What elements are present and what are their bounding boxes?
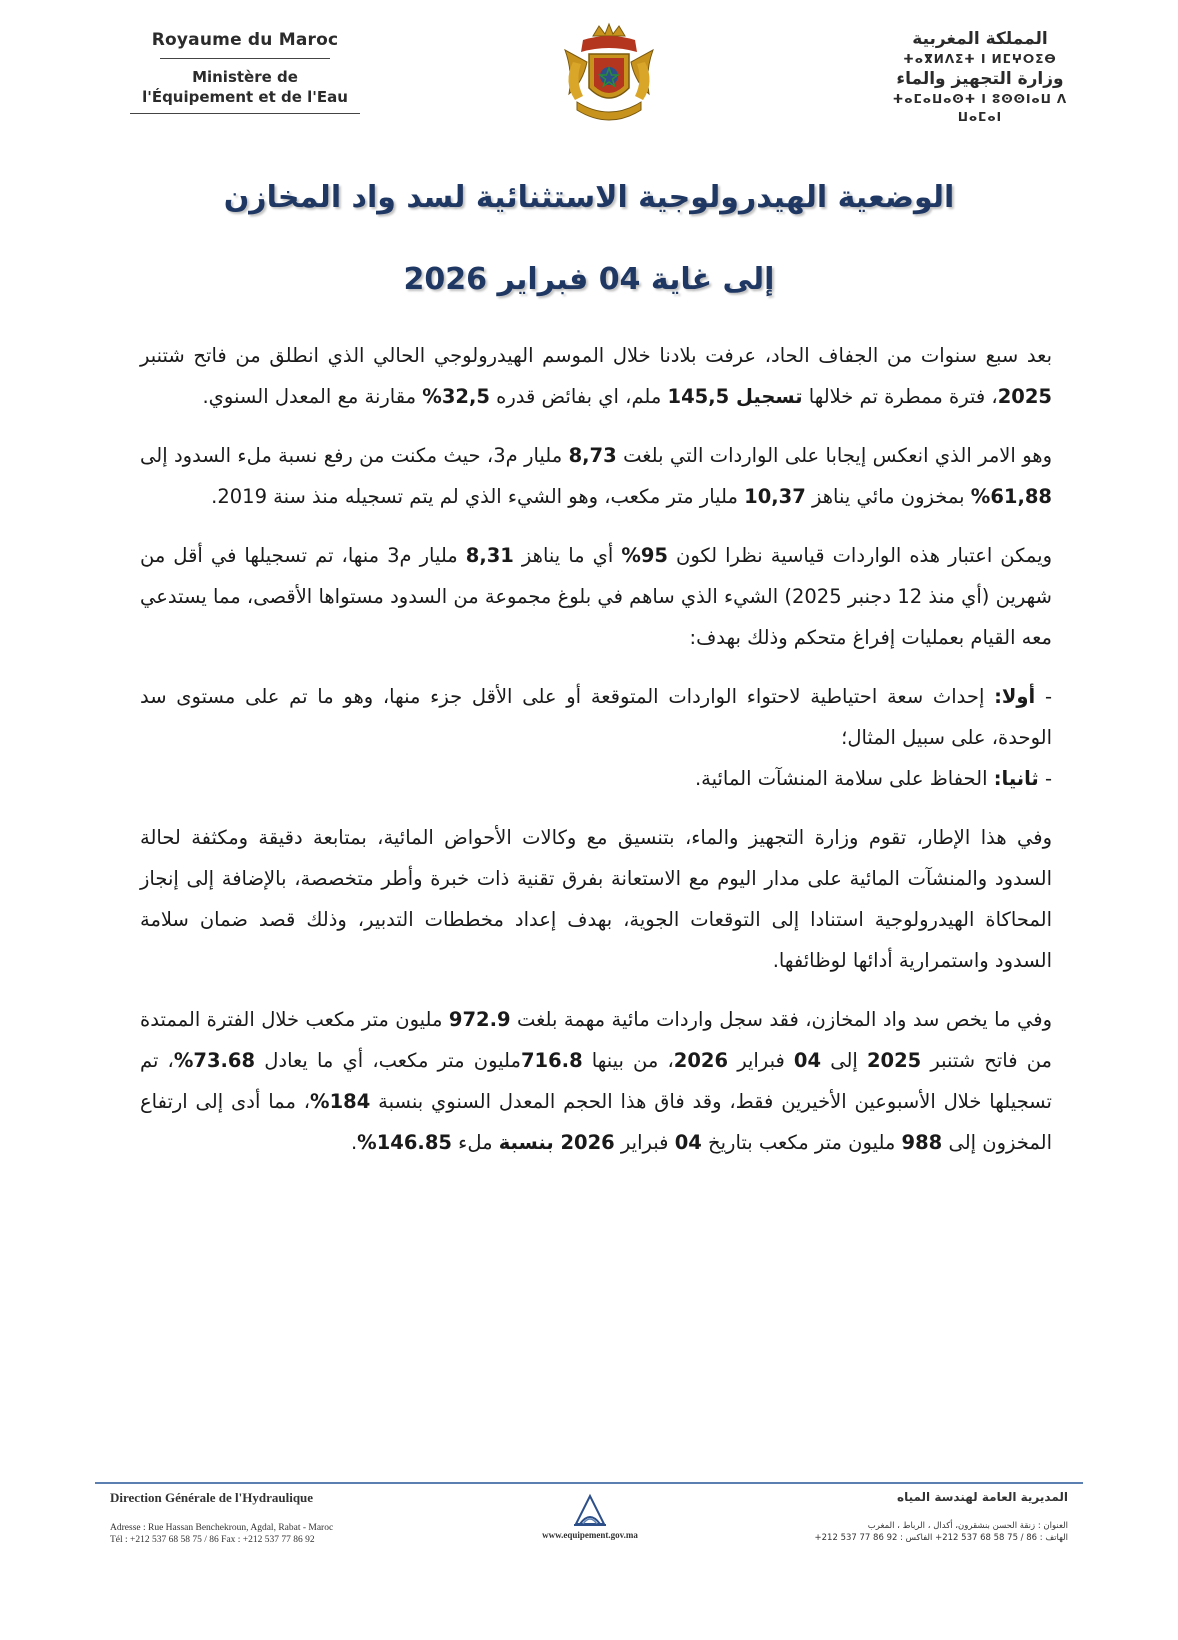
text-run: . xyxy=(350,1131,358,1154)
emphasized-value: 2026 بنسبة xyxy=(498,1131,615,1154)
bullet-dash: - xyxy=(1038,767,1052,790)
emphasized-value: 2025 xyxy=(866,1049,922,1072)
text-run: وهو الامر الذي انعكس إيجابا على الواردات التي بلغت xyxy=(616,444,1052,467)
footer-direction-fr: Direction Générale de l'Hydraulique xyxy=(110,1490,314,1505)
paragraph xyxy=(140,817,1052,981)
emphasized-value: 2025 xyxy=(997,385,1052,408)
paragraph xyxy=(140,999,1052,1163)
emphasized-value: 716.8 xyxy=(520,1049,583,1072)
emphasized-value: 146.85% xyxy=(357,1131,452,1154)
footer-website-link[interactable]: www.equipement.gov.ma xyxy=(542,1530,638,1540)
text-run: وفي هذا الإطار، تقوم وزارة التجهيز والماء، بتنسيق مع وكالات الأحواض المائية، بمتابعة دقيقة ومكثفة لحالة السدود والمنشآت المائية على مدار اليوم مع الاستعانة بفرق تقنية ذات خبرة وأطر متخصصة، بالإضافة إلى إنجاز المحاكاة الهيدرولوجية استنادا إلى التوقعات الجوية، بهدف إعداد مخططات التدبير، وذلك قصد ضمان سلامة السدود واستمرارية أدائها لوظائفها. xyxy=(140,826,1052,972)
text-run: مقارنة مع المعدل السنوي. xyxy=(202,385,423,408)
ministry-logo-icon xyxy=(572,1492,608,1528)
footer-address-fr: Adresse : Rue Hassan Benchekroun, Agdal, Rabat - Maroc xyxy=(110,1523,334,1533)
bullet-list xyxy=(140,676,1052,799)
text-run: مليار م3 منها، تم تسجيلها في أقل من شهرين (أي منذ 12 دجنبر 2025) الشيء الذي ساهم في بلوغ مجموعة من السدود مستواها الأقصى، مما يستدعي معه القيام بعمليات إفراغ متحكم وذلك بهدف: xyxy=(140,544,1052,649)
bullet-item xyxy=(140,676,1052,758)
ministry-label-fr-line1: Ministère de xyxy=(192,68,298,86)
emphasized-value: تسجيل 145,5 xyxy=(667,385,803,408)
text-run: ملء xyxy=(451,1131,499,1154)
text-run: ، من بينها xyxy=(582,1049,674,1072)
emphasized-value: 73.68% xyxy=(173,1049,256,1072)
document-title-line2: إلى غاية 04 فبراير 2026 xyxy=(403,262,775,297)
text-run: بعد سبع سنوات من الجفاف الحاد، عرفت بلادنا خلال الموسم الهيدرولوجي الحالي الذي انطلق من فاتح شتنبر xyxy=(140,344,1052,367)
text-run: مليار متر مكعب، وهو الشيء الذي لم يتم تسجيله منذ سنة 2019. xyxy=(211,485,745,508)
footer-divider xyxy=(95,1482,1083,1484)
kingdom-label-ar: المملكة المغربية xyxy=(912,29,1048,49)
text-run: فبراير xyxy=(614,1131,675,1154)
emphasized-value: 2026 xyxy=(673,1049,729,1072)
footer-direction-ar: المديرية العامة لهندسة المياه xyxy=(897,1490,1068,1504)
text-run: ملم، اي بفائض قدره xyxy=(489,385,668,408)
text-run: مليون متر مكعب بتاريخ xyxy=(701,1131,902,1154)
footer-left xyxy=(110,1490,490,1546)
text-run: ، تم تسجيلها خلال الأسبوعين الأخيرين فقط، وقد فاق هذا الحجم المعدل السنوي بنسبة xyxy=(140,1049,1052,1113)
emphasized-value: 10,37 xyxy=(744,485,806,508)
kingdom-label-fr: Royaume du Maroc xyxy=(151,30,339,50)
document-body xyxy=(140,335,1052,1181)
text-run: مليون متر مكعب، أي ما يعادل xyxy=(255,1049,521,1072)
text-run: مليار م3، حيث مكنت من رفع نسبة ملء السدود إلى xyxy=(140,444,569,467)
emphasized-value: 32,5% xyxy=(422,385,490,408)
bullet-item xyxy=(140,758,1052,799)
text-run: وفي ما يخص سد واد المخازن، فقد سجل واردات مائية مهمة بلغت xyxy=(510,1008,1052,1031)
text-run: ، مما أدى إلى ارتفاع المخزون إلى xyxy=(140,1090,1052,1154)
emphasized-value: 04 xyxy=(674,1131,702,1154)
document-title-line1: الوضعية الهيدرولوجية الاستثنائية لسد واد المخازن xyxy=(223,180,955,215)
text-run: فبراير xyxy=(728,1049,794,1072)
text-run: بمخزون مائي يناهز xyxy=(805,485,971,508)
paragraph xyxy=(140,535,1052,658)
bullet-text: الحفاظ على سلامة المنشآت المائية. xyxy=(694,767,994,790)
text-run: ويمكن اعتبار هذه الواردات قياسية نظرا لكون xyxy=(668,544,1052,567)
ministry-label-fr-line2: l'Équipement et de l'Eau xyxy=(142,88,348,106)
ministry-label-ar: وزارة التجهيز والماء xyxy=(896,69,1064,89)
emphasized-value: 04 xyxy=(793,1049,822,1072)
coat-of-arms-icon xyxy=(553,22,665,134)
emphasized-value: 988 xyxy=(901,1131,943,1154)
header-divider xyxy=(130,113,360,114)
footer-phone-ar: الهاتف : 86 / 75 58 68 537 212+ الفاكس : 92 86 77 537 212+ xyxy=(814,1533,1068,1543)
footer-phone-fr: Tél : +212 537 68 58 75 / 86 Fax : +212 537 77 86 92 xyxy=(110,1535,315,1545)
footer-address-ar: العنوان : زنقة الحسن بنشقرون، أكدال ، الرباط ، المغرب xyxy=(867,1521,1068,1531)
kingdom-label-tifinagh: ⵜⴰⴳⵍⴷⵉⵜ ⵏ ⵍⵎⵖⵔⵉⴱ xyxy=(903,52,1057,66)
paragraph xyxy=(140,335,1052,417)
ministry-label-tifinagh: ⵜⴰⵎⴰⵡⴰⵙⵜ ⵏ ⵓⵙⵙⵏⴰⵡ ⴷ ⵡⴰⵎⴰⵏ xyxy=(892,92,1068,124)
bullet-lead: ثانيا: xyxy=(993,767,1039,790)
bullet-lead: أولا: xyxy=(994,685,1036,708)
paragraph xyxy=(140,435,1052,517)
bullet-text: إحداث سعة احتياطية لاحتواء الواردات المتوقعة أو على الأقل جزء منها، وهو ما تم على مستوى سد الوحدة، على سبيل المثال؛ xyxy=(140,685,1052,749)
emphasized-value: 972.9 xyxy=(448,1008,511,1031)
text-run: مليون متر مكعب خلال الفترة الممتدة من فاتح شتنبر xyxy=(140,1008,1052,1072)
emphasized-value: 8,73 xyxy=(568,444,617,467)
emphasized-value: 95% xyxy=(621,544,668,567)
header-divider xyxy=(160,58,330,59)
text-run: ، فترة ممطرة تم خلالها xyxy=(802,385,998,408)
text-run: أي ما يناهز xyxy=(513,544,622,567)
footer-center xyxy=(525,1492,655,1540)
bullet-dash: - xyxy=(1035,685,1052,708)
emphasized-value: 184% xyxy=(310,1090,371,1113)
footer-right xyxy=(728,1490,1068,1544)
header-right-arabic xyxy=(870,28,1090,126)
emphasized-value: 8,31 xyxy=(465,544,514,567)
header-left-french xyxy=(95,30,395,114)
text-run: إلى xyxy=(821,1049,867,1072)
emphasized-value: 61,88% xyxy=(970,485,1052,508)
